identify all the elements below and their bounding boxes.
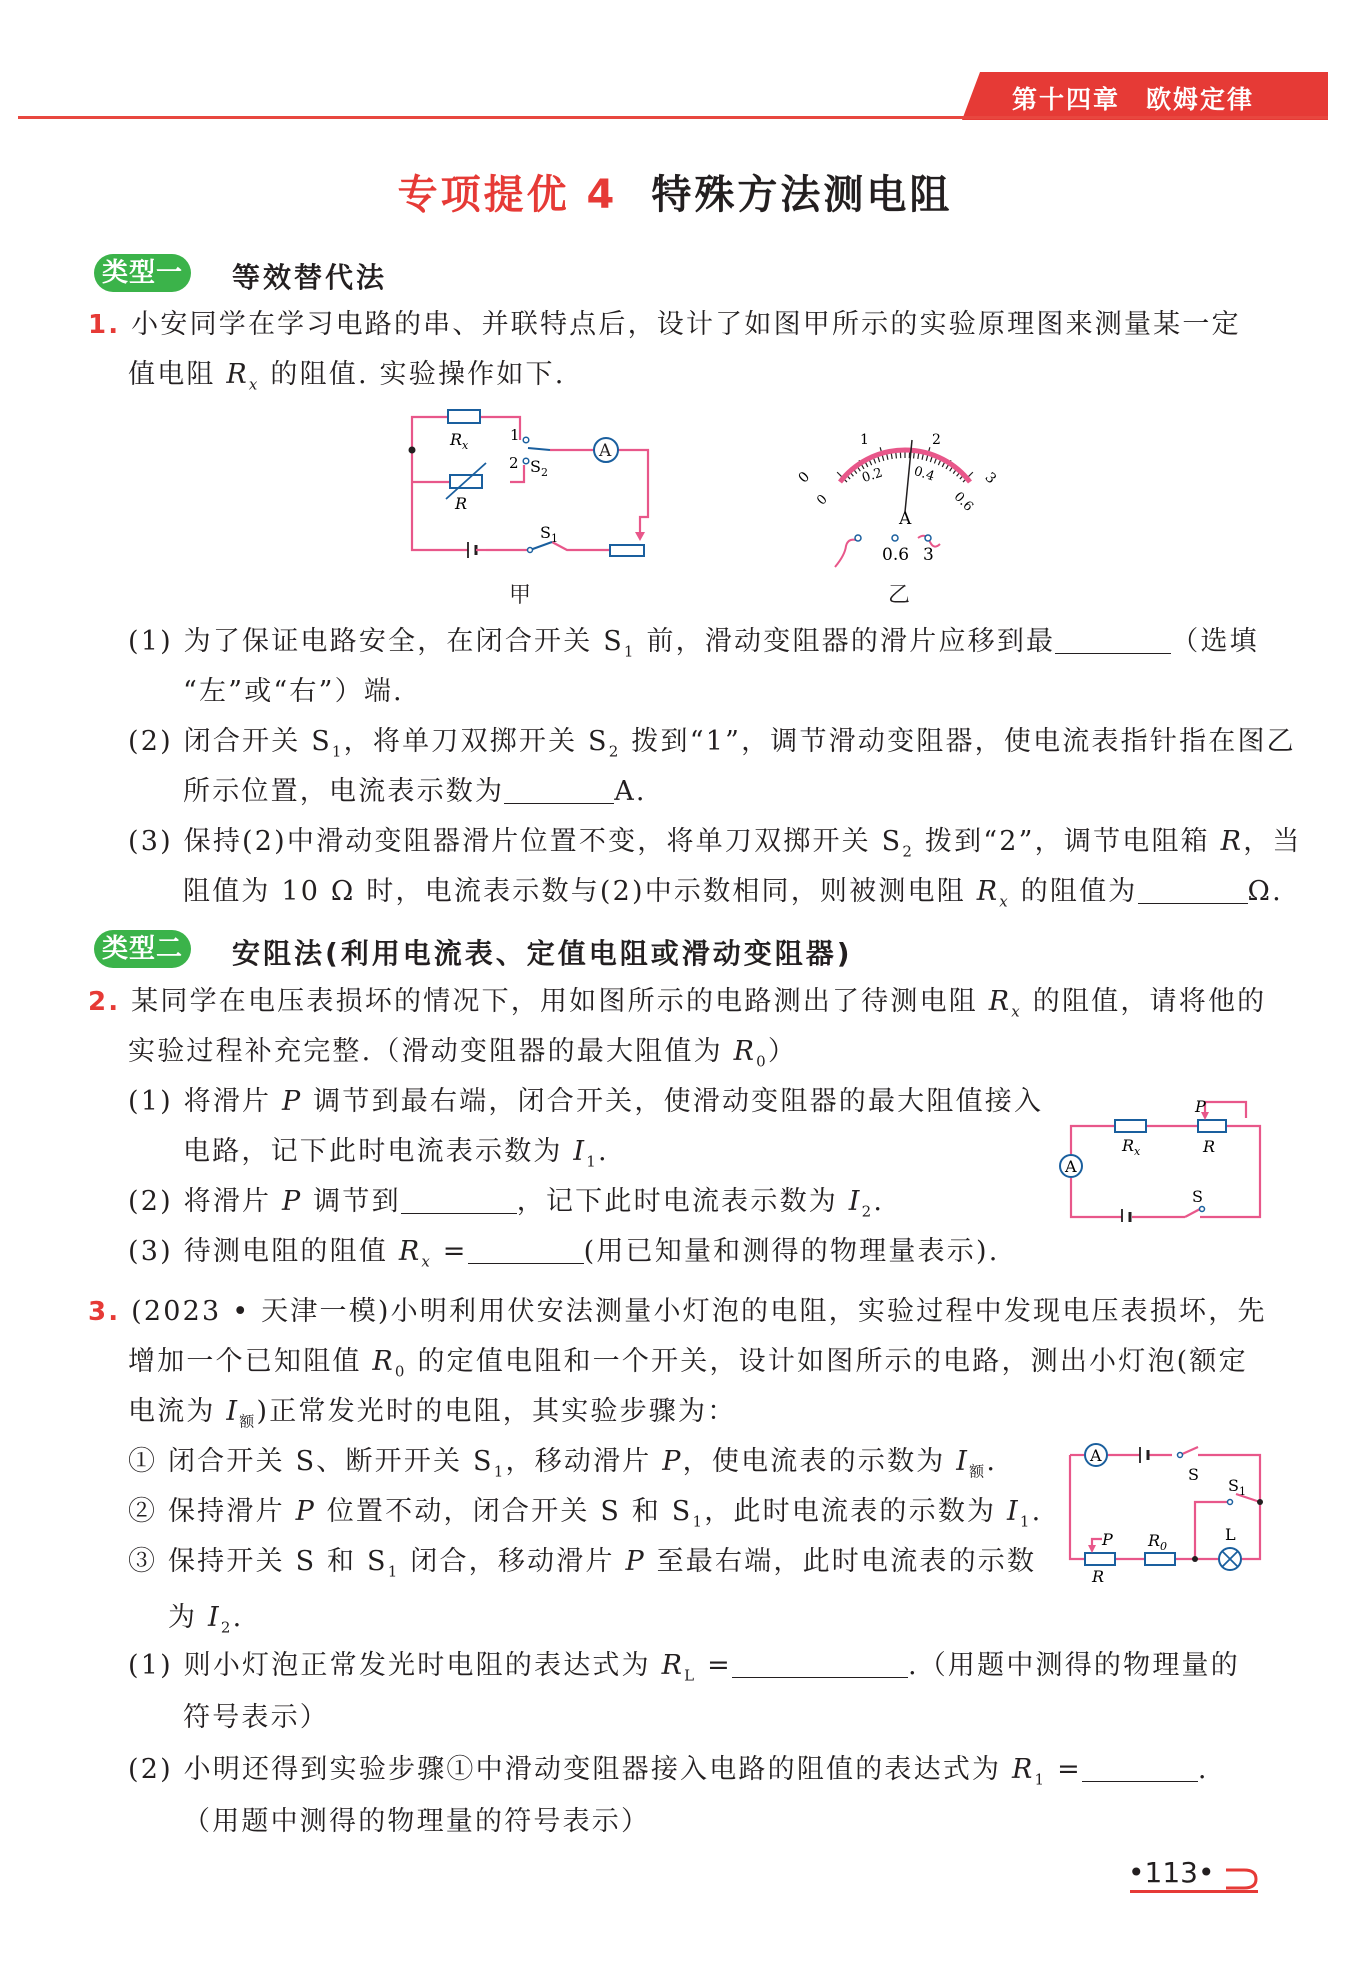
text: 电路，记下此时电流表示数为 <box>183 1136 574 1167</box>
label-r0: $R_0$ <box>1148 1531 1168 1553</box>
text: 为 <box>168 1602 208 1633</box>
text: (2) 小明还得到实验步骤①中滑动变阻器接入电路的阻值的表达式为 <box>128 1754 1013 1785</box>
sym: R <box>976 876 1000 907</box>
text: ，记下此时电流表示数为 <box>516 1186 849 1217</box>
sym: I <box>207 1602 221 1633</box>
q2-sub1 <box>128 1082 1043 1122</box>
text: . <box>598 1136 609 1167</box>
text: 电流为 <box>128 1396 227 1427</box>
text: 调节到 <box>302 1186 401 1217</box>
figure-caption-jia: 甲 <box>509 583 532 608</box>
circuit-wires <box>412 417 648 550</box>
header-rule <box>18 116 1328 119</box>
q3-step3 <box>128 1542 1036 1591</box>
sym: R <box>398 1236 422 1267</box>
sym: P <box>282 1186 303 1217</box>
sym: 1 <box>586 1152 599 1171</box>
text: ② 保持滑片 <box>128 1496 296 1527</box>
label-l: L <box>1225 1525 1236 1544</box>
label-s1: $S_1$ <box>1228 1476 1246 1498</box>
sym: P <box>295 1496 316 1527</box>
text: (1) 将滑片 <box>128 1086 283 1117</box>
resistor-r0 <box>1145 1553 1175 1565</box>
resistor-rx <box>448 410 480 423</box>
text: (2) 将滑片 <box>128 1186 283 1217</box>
q3-part2 <box>128 1750 1209 1799</box>
text: 前，滑动变阻器的滑片应移到最 <box>635 626 1056 657</box>
sym: I <box>1007 1496 1020 1527</box>
section-title: 等效替代法 <box>232 261 388 294</box>
q3-line1 <box>88 1292 1267 1332</box>
text: 实验过程补充完整.（滑动变阻器的最大阻值为 <box>128 1036 734 1067</box>
ammeter-dial-yi <box>790 420 1020 570</box>
dial-unit: A <box>899 509 912 529</box>
text: 符号表示） <box>183 1702 329 1733</box>
ammeter-label: A <box>599 441 612 461</box>
text: （选填 <box>1171 626 1259 657</box>
section-badge: 类型一 <box>94 254 191 292</box>
dial-label-top-3: 3 <box>981 469 1000 488</box>
answer-blank[interactable] <box>1082 1753 1198 1782</box>
switch-s1 <box>530 542 552 550</box>
terminal-1 <box>523 437 529 443</box>
text: (2023 • 天津一模)小明利用伏安法测量小灯泡的电阻，实验过程中发现电压表损坏，先 <box>131 1296 1267 1327</box>
text: 拨到“2”，调节电阻箱 <box>914 826 1221 857</box>
lead-wire <box>835 540 856 567</box>
text: (3) 保持(2)中滑动变阻器滑片位置不变，将单刀双掷开关 S <box>128 826 903 857</box>
rheostat <box>610 545 644 556</box>
sym: 1 <box>692 1512 705 1531</box>
circuit-diagram-q2 <box>1050 1082 1270 1222</box>
ammeter-label: A <box>1090 1446 1102 1465</box>
answer-blank[interactable] <box>1138 875 1248 904</box>
label-s: S <box>1192 1187 1203 1206</box>
text: (3) 待测电阻的阻值 <box>128 1236 399 1267</box>
text: “左”或“右”）端. <box>183 676 404 707</box>
q1-sub1-cont <box>183 672 404 712</box>
label-s1: $S_1$ <box>540 523 558 545</box>
sym: x <box>248 375 260 394</box>
q1-sub2 <box>128 722 1296 771</box>
section-heading-2 <box>94 930 994 970</box>
text: . <box>986 1446 998 1477</box>
text: 增加一个已知阻值 <box>128 1346 373 1377</box>
q2-sub2 <box>128 1182 884 1231</box>
label-r: R <box>1092 1567 1105 1584</box>
sym: R <box>372 1346 395 1377</box>
sym: 额 <box>239 1412 257 1431</box>
sym: I <box>848 1186 862 1217</box>
switch-s <box>1178 1453 1183 1458</box>
label-s: S <box>1188 1465 1199 1484</box>
label-p: P <box>1102 1530 1113 1549</box>
q3-step1 <box>128 1442 997 1491</box>
dial-label-top-1: 1 <box>860 432 869 448</box>
spdt-switch-s2 <box>528 448 550 450</box>
sym: 1 <box>623 642 636 661</box>
sym: R <box>661 1650 685 1681</box>
title-text: 特殊方法测电阻 <box>651 172 953 218</box>
terminal-minus <box>855 535 861 541</box>
question-number: 1. <box>88 310 121 340</box>
q3-step2 <box>128 1492 1042 1541</box>
junction <box>1257 1499 1263 1505</box>
junction <box>1192 1556 1198 1562</box>
text: 调节到最右端，闭合开关，使滑动变阻器的最大阻值接入 <box>302 1086 1044 1117</box>
terminal-label-3: 3 <box>923 545 934 565</box>
text: (1) 则小灯泡正常发光时电阻的表达式为 <box>128 1650 662 1681</box>
label-rx: $R_x$ <box>1122 1136 1141 1158</box>
sym: I <box>226 1396 240 1427</box>
text: ，此时电流表的示数为 <box>704 1496 1008 1527</box>
text: 某同学在电压表损坏的情况下，用如图所示的电路测出了待测电阻 <box>131 986 989 1017</box>
sym: I <box>573 1136 587 1167</box>
circuit-wires <box>1071 1102 1260 1217</box>
figure-caption-yi: 乙 <box>888 583 911 608</box>
text: )正常发光时的电阻，其实验步骤为： <box>256 1396 737 1427</box>
switch-s <box>1200 1207 1205 1212</box>
sym: x <box>999 892 1010 911</box>
text: (1) 为了保证电路安全，在闭合开关 S <box>128 626 624 657</box>
q3-step3-cont <box>168 1598 243 1647</box>
text: = <box>432 1236 468 1267</box>
sym: 0 <box>756 1052 768 1071</box>
question-number: 2. <box>88 987 121 1017</box>
q1-line1 <box>88 305 1241 345</box>
text: .（用题中测得的物理量的 <box>907 1650 1240 1681</box>
rheostat-r <box>1085 1553 1115 1565</box>
text: ，当 <box>1243 826 1302 857</box>
question-number: 3. <box>88 1297 121 1327</box>
text: . <box>1031 1496 1043 1527</box>
text: （用题中测得的物理量的符号表示） <box>183 1806 651 1837</box>
sym: 1 <box>493 1462 506 1481</box>
text: . <box>232 1602 244 1633</box>
rheostat-r <box>1198 1120 1226 1132</box>
q2-line1 <box>88 982 1266 1031</box>
q3-line3 <box>128 1392 736 1441</box>
chapter-header <box>1012 80 1254 116</box>
text: ① 闭合开关 S、断开开关 S <box>128 1446 494 1477</box>
page-number: •113• <box>1128 1856 1215 1889</box>
text: = <box>696 1650 732 1681</box>
q2-sub1-cont <box>183 1132 609 1181</box>
switch-s1 <box>1228 1500 1233 1505</box>
answer-blank[interactable] <box>504 775 614 804</box>
sym: 0 <box>394 1362 407 1381</box>
q1-sub3-cont <box>183 872 1283 921</box>
label-s2: $S_2$ <box>530 457 548 479</box>
terminal-06 <box>892 535 898 541</box>
text: ③ 保持开关 S 和 S <box>128 1546 388 1577</box>
q3-part2-cont <box>183 1802 650 1842</box>
sym: 1 <box>331 742 344 761</box>
sym: P <box>662 1446 683 1477</box>
curl-ornament-icon <box>1224 1866 1260 1892</box>
text: 位置不动，闭合开关 S 和 S <box>315 1496 693 1527</box>
section-badge: 类型二 <box>94 930 191 968</box>
sym: 额 <box>969 1462 987 1481</box>
sym: 1 <box>1034 1770 1047 1789</box>
text: 至最右端，此时电流表的示数 <box>645 1546 1037 1577</box>
text: 的定值电阻和一个开关，设计如图所示的电路，测出小灯泡(额定 <box>406 1346 1248 1377</box>
answer-blank[interactable] <box>468 1235 584 1264</box>
dial-label-bottom-1: 0.2 <box>860 465 885 487</box>
section-title: 安阻法(利用电流表、定值电阻或滑动变阻器) <box>232 937 853 970</box>
dial-label-top-0: 0 <box>795 468 814 487</box>
sym: R <box>226 359 249 390</box>
text: ，使电流表的示数为 <box>682 1446 957 1477</box>
text: 阻值为 10 Ω 时，电流表示数与(2)中示数相同，则被测电阻 <box>183 876 977 907</box>
q1-sub1 <box>128 622 1259 671</box>
q1-sub2-cont <box>183 772 647 812</box>
sym: R <box>1220 826 1244 857</box>
slider-arrow <box>635 532 645 541</box>
q3-line2 <box>128 1342 1248 1391</box>
text: ，移动滑片 <box>505 1446 663 1477</box>
label-p: P <box>1195 1097 1206 1116</box>
sym: P <box>282 1086 303 1117</box>
dial-label-bottom-0: 0 <box>814 492 831 509</box>
circuit-diagram-q3 <box>1060 1434 1270 1584</box>
sym: 2 <box>902 842 915 861</box>
q2-line2 <box>128 1032 797 1081</box>
ammeter-label: A <box>1065 1157 1077 1176</box>
text: 闭合，移动滑片 <box>399 1546 626 1577</box>
slider-arrow <box>1088 1545 1096 1553</box>
text: 的阻值为 <box>1009 876 1138 907</box>
q2-sub3 <box>128 1232 999 1281</box>
terminal-3 <box>925 535 931 541</box>
answer-blank[interactable] <box>1055 625 1171 654</box>
sym: P <box>625 1546 646 1577</box>
sym: 1 <box>1019 1512 1032 1531</box>
label-pos-2: 2 <box>509 454 519 472</box>
sym: x <box>421 1252 433 1271</box>
sym: R <box>733 1036 757 1067</box>
answer-blank[interactable] <box>401 1185 517 1214</box>
q3-part1 <box>128 1646 1240 1695</box>
text: 小安同学在学习电路的串、并联特点后，设计了如图甲所示的实验原理图来测量某一定 <box>131 309 1241 340</box>
dial-label-bottom-3: 0.6 <box>950 489 976 515</box>
answer-blank[interactable] <box>732 1649 908 1678</box>
resistor-rx <box>1115 1120 1146 1132</box>
label-r: R <box>455 494 468 513</box>
section-heading-1 <box>94 254 594 294</box>
sym: L <box>684 1666 697 1685</box>
dial-label-bottom-2: 0.4 <box>911 463 937 485</box>
sym: R <box>988 986 1012 1017</box>
text: 拨到“1”，调节滑动变阻器，使电流表指针指在图乙 <box>620 726 1296 757</box>
text: ，将单刀双掷开关 S <box>343 726 609 757</box>
sym: x <box>1011 1002 1022 1021</box>
junction <box>409 447 416 454</box>
page-title <box>0 163 1350 220</box>
text: (2) 闭合开关 S <box>128 726 332 757</box>
label-pos-1: 1 <box>510 426 520 444</box>
dial-label-top-2: 2 <box>932 432 941 448</box>
title-label: 专项提优 4 <box>397 172 618 218</box>
text: . <box>1197 1754 1209 1785</box>
terminal-2 <box>523 458 529 464</box>
text: . <box>873 1186 885 1217</box>
label-r: R <box>1203 1137 1216 1156</box>
sym: R <box>1012 1754 1035 1785</box>
text: ） <box>767 1036 798 1067</box>
chapter-title: 欧姆定律 <box>1146 85 1255 114</box>
sym: 1 <box>387 1562 400 1581</box>
text: 的阻值. 实验操作如下. <box>259 359 566 390</box>
text: A. <box>614 776 647 807</box>
text: = <box>1046 1754 1082 1785</box>
chapter-number: 第十四章 <box>1012 85 1121 114</box>
q1-sub3 <box>128 822 1302 871</box>
text: Ω. <box>1247 876 1283 907</box>
text: 的阻值，请将他的 <box>1021 986 1267 1017</box>
q3-part1-cont <box>183 1698 329 1738</box>
sym: I <box>956 1446 970 1477</box>
q1-line2 <box>128 355 566 404</box>
terminal-label-06: 0.6 <box>882 545 910 565</box>
sym: 2 <box>608 742 621 761</box>
text: 所示位置，电流表示数为 <box>183 776 505 807</box>
text: 值电阻 <box>128 359 227 390</box>
text: (用已知量和测得的物理量表示). <box>583 1236 1000 1267</box>
sym: 2 <box>861 1202 874 1221</box>
label-rx: $R_x$ <box>450 430 469 452</box>
sym: 2 <box>220 1618 233 1637</box>
